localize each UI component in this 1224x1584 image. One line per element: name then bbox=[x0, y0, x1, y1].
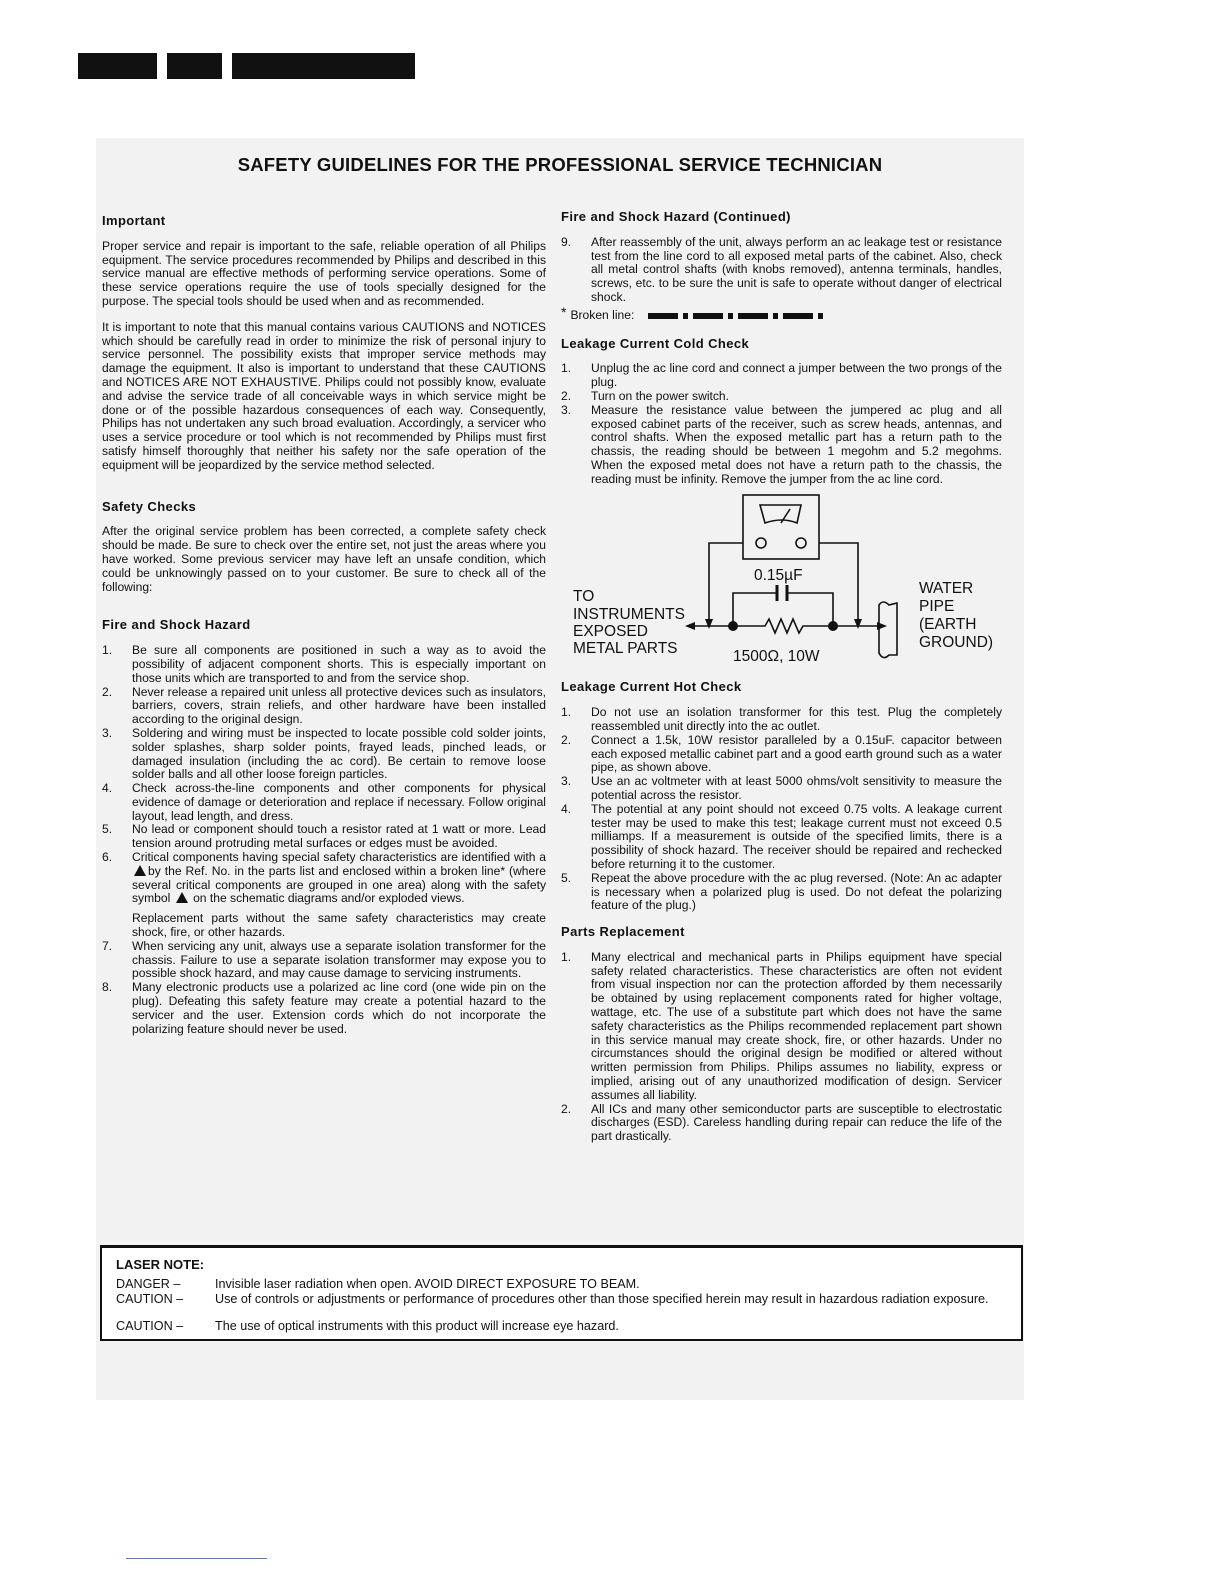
capacitor-label: 0.15µF bbox=[754, 566, 803, 584]
list-item: 7. When servicing any unit, always use a separate isolation transformer for the chassis. Failure to use a separate isolation transformer may expose you to possible shock hazard, and may cause damage to servicing instruments. bbox=[102, 938, 546, 981]
broken-line-label: Broken line: bbox=[570, 307, 635, 322]
broken-line-sample bbox=[648, 313, 824, 319]
right-label-line-3: (EARTH bbox=[919, 615, 977, 633]
meter-lead-left bbox=[709, 543, 743, 625]
meter-lead-right bbox=[819, 543, 858, 625]
header-block-3 bbox=[232, 53, 415, 79]
meter-face-icon bbox=[760, 505, 801, 523]
hot-check-heading: Leakage Current Hot Check bbox=[561, 679, 742, 695]
junction-left bbox=[728, 621, 738, 631]
safety-checks-paragraph: After the original service problem has been corrected, a complete safety check should be made. Be sure to check over the entire set, not just the areas where you have worked. Some previous servicer may have left an unsafe condition, which could be unknowingly passed on to your customer. Be sure to check all of the following: bbox=[102, 524, 546, 594]
meter-terminal-left bbox=[756, 538, 766, 548]
arrow-in-right bbox=[877, 622, 887, 630]
list-item: 3. Measure the resistance value between the jumpered ac plug and all exposed cabinet parts of the receiver, such as screw heads, antennas, and control shafts. When the exposed metallic part has a return path to the chassis, the reading should be between 1 megohm and 5.2 megohms. When the exposed metal does not have a return path to the chassis, the reading must be infinity. Remove the jumper from the ac line cord. bbox=[561, 402, 1002, 486]
leakage-test-circuit-diagram bbox=[561, 493, 1002, 671]
page-title: SAFETY GUIDELINES FOR THE PROFESSIONAL SERVICE TECHNICIAN bbox=[237, 154, 883, 175]
junction-right bbox=[828, 621, 838, 631]
broken-line-note bbox=[561, 303, 1002, 323]
right-label-line-4: GROUND) bbox=[919, 633, 994, 651]
right-label-line-1: WATER bbox=[919, 579, 974, 597]
hot-check-list bbox=[561, 706, 1002, 913]
list-item: 4. Check across-the-line components and other components for physical evidence of damage or deterioration and replace if necessary. Follow original layout, lead length, and dress. bbox=[102, 781, 546, 823]
laser-row-caution-1: CAUTION – Use of controls or adjustments or performance of procedures other than those specified herein may result in hazardous radiation exposure. bbox=[116, 1292, 989, 1306]
list-item: 2. All ICs and many other semiconductor parts are susceptible to electrostatic discharges (ESD). Careless handling during repair can reduce the life of the part drastically. bbox=[561, 1101, 1002, 1144]
important-paragraph-2: It is important to note that this manual contains various CAUTIONS and NOTICES which should be carefully read in order to minimize the risk of personal injury to service personnel. The possibility exists that improper service methods may damage the equipment. It also is important to understand that these CAUTIONS and NOTICES ARE NOT EXHAUSTIVE. Philips could not possibly know, evaluate and advise the service trade of all conceivable ways in which service might be done or of the possible hazardous consequences of each way. Consequently, Philips has not undertaken any such broad evaluation. Accordingly, a servicer who uses a service procedure or tool which is not recommended by Philips must first satisfy himself thoroughly that neither his safety nor the safe operation of the equipment will be jeopardized by the service method selected. bbox=[102, 319, 546, 472]
fire-shock-heading: Fire and Shock Hazard bbox=[102, 617, 251, 633]
warning-triangle-icon bbox=[176, 892, 188, 903]
footer-rule bbox=[126, 1558, 267, 1559]
list-item: 8. Many electronic products use a polarized ac line cord (one wide pin on the plug). Defeating this safety feature may create a potential hazard to the servicer and the user. Extension cords which do not incorporate the polarizing feature should never be used. bbox=[102, 980, 546, 1036]
list-item: 3. Use an ac voltmeter with at least 5000 ohms/volt sensitivity to measure the potential across the resistor. bbox=[561, 774, 1002, 802]
important-heading: Important bbox=[102, 213, 166, 228]
laser-note-title: LASER NOTE: bbox=[116, 1257, 205, 1272]
item-6-extra: Replacement parts without the same safety characteristics may create shock, fire, or other hazards. bbox=[132, 911, 546, 940]
meter-terminal-right bbox=[796, 538, 806, 548]
list-item: 1. Be sure all components are positioned in such a way as to avoid the possibility of adjacent component shorts. This is especially important on those units which are transported to and from the service shop. bbox=[102, 643, 546, 685]
cold-check-heading: Leakage Current Cold Check bbox=[561, 335, 750, 351]
left-label-line-4: METAL PARTS bbox=[573, 639, 678, 657]
right-label-line-2: PIPE bbox=[919, 597, 955, 615]
list-item: 1. Do not use an isolation transformer for this test. Plug the completely reassembled unit directly into the ac outlet. bbox=[561, 705, 1002, 733]
list-item: 2. Turn on the power switch. bbox=[561, 388, 730, 403]
parts-replacement-heading: Parts Replacement bbox=[561, 924, 685, 940]
left-label-line-1: TO bbox=[573, 587, 595, 605]
laser-row-caution-2: CAUTION – The use of optical instruments with this product will increase eye hazard. bbox=[116, 1319, 619, 1333]
list-item: 5. No lead or component should touch a resistor rated at 1 watt or more. Lead tension around protruding metal surfaces or edges must be avoided. bbox=[102, 822, 546, 851]
fire-shock-continued-list bbox=[561, 236, 1002, 305]
left-column bbox=[102, 214, 546, 1036]
list-item-6: 6. Critical components having special safety characteristics are identified with a by the Ref. No. in the parts list and enclosed within a broken line* (where several critical components are grouped in one area) along with the safety symbol on the schematic diagrams and/or exploded views. Replacement parts without the same safety characteristics may create shock, fire, or other hazards. bbox=[102, 850, 546, 940]
header-block-2 bbox=[167, 53, 222, 79]
list-item: 2. Never release a repaired unit unless all protective devices such as insulators, barriers, covers, strain reliefs, and other hardware have been installed according to the original design. bbox=[102, 684, 546, 727]
list-item: 2. Connect a 1.5k, 10W resistor paralleled by a 0.15uF. capacitor between each exposed metallic cabinet part and a good earth ground such as a water pipe, as shown above. bbox=[561, 732, 1002, 775]
resistor-label: 1500Ω, 10W bbox=[733, 647, 820, 665]
parts-replacement-list bbox=[561, 951, 1002, 1144]
laser-note-box bbox=[100, 1245, 1023, 1341]
list-item: 3. Soldering and wiring must be inspected to locate possible cold solder joints, solder splashes, sharp solder points, frayed leads, pinched leads, or damaged insulation (including the ac cord). Be certain to remove loose solder balls and all other loose foreign particles. bbox=[102, 725, 546, 782]
warning-triangle-icon bbox=[134, 865, 146, 876]
header-block-1 bbox=[78, 53, 157, 79]
resistor-symbol bbox=[689, 619, 879, 633]
left-label-line-3: EXPOSED bbox=[573, 622, 648, 640]
list-item: 9. After reassembly of the unit, always perform an ac leakage test or resistance test from the line cord to all exposed metal parts of the cabinet. Also, check all metal control shafts (with knobs removed), antenna terminals, handles, screws, etc. to be sure the unit is safe to operate without danger of electrical shock. bbox=[561, 234, 1002, 304]
left-label-line-2: INSTRUMENTS bbox=[573, 605, 685, 623]
important-paragraph-1: Proper service and repair is important to the safe, reliable operation of all Philips equipment. The service procedures recommended by Philips and described in this service manual are effective methods of performing service operations. Some of these service operations require the use of tools specially designed for the purpose. The special tools should be used when and as recommended. bbox=[102, 238, 546, 308]
list-item: 1. Many electrical and mechanical parts in Philips equipment have special safety related characteristics. These characteristics are often not evident from visual inspection nor can the protection afforded by them necessarily be obtained by using replacement components rated for higher voltage, wattage, etc. The use of a substitute part which does not have the same safety characteristics as the Philips recommended replacement part shown in this service manual may create shock, fire, or other hazards. Under no circumstances should the original design be modified or altered without written permission from Philips. Philips assumes no liability, express or implied, arising out of any unauthorized modification of design. Servicer assumes all liability. bbox=[561, 949, 1002, 1102]
fire-shock-list bbox=[102, 644, 546, 1036]
right-column bbox=[561, 210, 1002, 1156]
safety-checks-heading: Safety Checks bbox=[102, 498, 197, 514]
water-pipe-symbol bbox=[879, 602, 897, 658]
arrow-in-left bbox=[685, 622, 695, 630]
list-item: 5. Repeat the above procedure with the ac plug reversed. (Note: An ac adapter is necessary when a polarized plug is used. Do not defeat the polarizing feature of the plug.) bbox=[561, 870, 1002, 913]
fire-shock-continued-heading: Fire and Shock Hazard (Continued) bbox=[561, 209, 791, 224]
laser-row-danger: DANGER – Invisible laser radiation when open. AVOID DIRECT EXPOSURE TO BEAM. bbox=[116, 1277, 640, 1291]
list-item: 4. The potential at any point should not exceed 0.75 volts. A leakage current tester may be used to make this test; leakage current must not exceed 0.5 milliamps. If a measurement is outside of the specified limits, there is a possibility of shock hazard. The receiver should be repaired and rechecked before returning it to the customer. bbox=[561, 801, 1002, 871]
capacitor-wire-left bbox=[733, 593, 777, 625]
list-item: 1. Unplug the ac line cord and connect a jumper between the two prongs of the plug. bbox=[561, 361, 1002, 390]
cold-check-list bbox=[561, 362, 1002, 486]
arrow-left-down bbox=[705, 619, 713, 629]
arrow-right-down bbox=[854, 619, 862, 629]
asterisk: * bbox=[561, 303, 567, 320]
